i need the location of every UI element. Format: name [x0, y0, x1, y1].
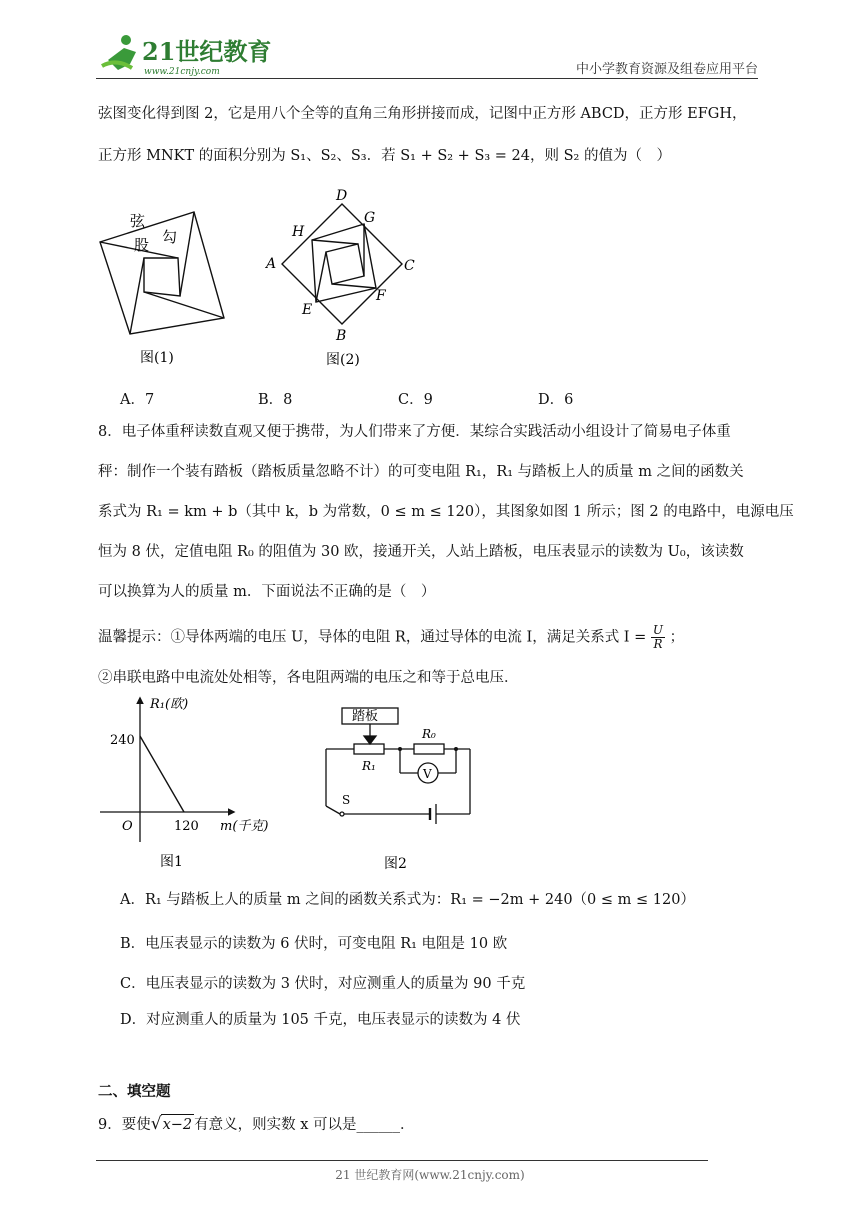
header-divider [96, 78, 758, 79]
label-gou: 勾 [162, 228, 178, 246]
circuit-caption: 图2 [384, 856, 407, 872]
voltmeter-label: V [423, 767, 432, 781]
q8-line-4: 恒为 8 伏，定值电阻 R₀ 的阻值为 30 欧，接通开关，人站上踏板，电压表显示的读数为 U₀，该读数 [98, 544, 744, 560]
y-intercept-label: 240 [110, 733, 135, 748]
q8-option-b[interactable]: B．电压表显示的读数为 6 伏时，可变电阻 R₁ 电阻是 10 欧 [120, 936, 508, 952]
point-c: C [404, 258, 415, 274]
q8-line-5: 可以换算为人的质量 m．下面说法不正确的是（ ） [98, 584, 436, 600]
fig1-caption: 图(1) [140, 350, 174, 366]
x-axis-label: m(千克) [220, 819, 269, 834]
point-b: B [336, 328, 347, 344]
origin-label: O [122, 819, 133, 834]
r0-label: R₀ [422, 727, 436, 741]
q7-option-d[interactable]: D．6 [538, 392, 574, 408]
q9-radicand: x−2 [161, 1114, 195, 1135]
hint-1-end: ； [669, 629, 685, 646]
point-f: F [376, 288, 386, 304]
q7-figure-1 [92, 200, 242, 380]
q8-option-c[interactable]: C．电压表显示的读数为 3 伏时，对应测重人的质量为 90 千克 [120, 976, 526, 992]
y-axis-label: R₁(欧) [150, 697, 189, 712]
q7-option-a[interactable]: A．7 [120, 392, 155, 408]
q9-pre: 9．要使 [98, 1117, 151, 1133]
q8-graph-figure [96, 690, 296, 876]
q7-line-2: 正方形 MNKT 的面积分别为 S₁、S₂、S₃．若 S₁ + S₂ + S₃ = 24，则 S₂ 的值为（ ） [98, 148, 671, 164]
x-intercept-label: 120 [174, 819, 199, 834]
q7-option-b[interactable]: B．8 [258, 392, 293, 408]
q7-option-c[interactable]: C．9 [398, 392, 433, 408]
point-d: D [336, 188, 348, 204]
logo-text: 21世纪教育 [142, 37, 272, 66]
point-a: A [266, 256, 277, 272]
q7-line-1: 弦图变化得到图 2，它是用八个全等的直角三角形拼接而成，记图中正方形 ABCD，正方形 EFGH， [98, 106, 747, 122]
logo-url: www.21cnjy.com [144, 67, 220, 77]
fraction-numerator: U [652, 623, 664, 637]
point-e: E [302, 302, 313, 318]
junction-dot [454, 747, 458, 751]
label-gu: 股 [134, 236, 150, 254]
q9-post: 有意义，则实数 x 可以是______． [194, 1117, 415, 1133]
hint-1-text: 温馨提示：①导体两端的电压 U，导体的电阻 R，通过导体的电流 I，满足关系式 I = [98, 629, 647, 646]
q8-option-a[interactable]: A．R₁ 与踏板上人的质量 m 之间的函数关系式为：R₁ = −2m + 240（0 ≤ m ≤ 120） [120, 892, 695, 908]
q8-hint-1 [98, 624, 684, 651]
point-h: H [292, 224, 305, 240]
q8-hint-2: ②串联电路中电流处处相等，各电阻两端的电压之和等于总电压． [98, 670, 519, 686]
q8-line-1: 8．电子体重秤读数直观又便于携带，为人们带来了方便．某综合实践活动小组设计了简易电子体重 [98, 424, 731, 440]
footer-divider [96, 1160, 708, 1161]
r1-label: R₁ [362, 759, 376, 773]
function-line [140, 736, 184, 812]
switch-label: S [342, 793, 351, 807]
site-logo [96, 30, 286, 78]
header-platform-text: 中小学教育资源及组卷应用平台 [575, 62, 758, 77]
q7-figure-2 [262, 184, 422, 374]
section-title-fill-in: 二、填空题 [98, 1084, 171, 1100]
graph-caption: 图1 [160, 854, 183, 870]
q8-line-3: 系式为 R₁ = km + b（其中 k，b 为常数，0 ≤ m ≤ 120），其图象如图 1 所示；图 2 的电路中，电源电压 [98, 504, 794, 520]
q9-text [98, 1114, 415, 1135]
q8-option-d[interactable]: D．对应测重人的质量为 105 千克，电压表显示的读数为 4 伏 [120, 1012, 521, 1028]
fig2-caption: 图(2) [326, 352, 360, 368]
q8-circuit-figure [318, 696, 478, 876]
square-diagram-shape [282, 204, 402, 324]
junction-dot [398, 747, 402, 751]
label-xian: 弦 [130, 212, 146, 230]
r0-resistor [414, 744, 444, 754]
runner-icon [102, 35, 136, 70]
footer-text: 21 世纪教育网(www.21cnjy.com) [335, 1168, 525, 1182]
q8-line-2: 秤：制作一个装有踏板（踏板质量忽略不计）的可变电阻 R₁，R₁ 与踏板上人的质量 m 之间的函数关 [98, 464, 744, 480]
r1-resistor [354, 744, 384, 754]
current-formula-fraction [651, 624, 665, 651]
fraction-denominator: R [653, 637, 663, 651]
sqrt-icon: √ [150, 1114, 162, 1134]
point-g: G [364, 210, 376, 226]
pedal-label: 踏板 [352, 709, 379, 724]
